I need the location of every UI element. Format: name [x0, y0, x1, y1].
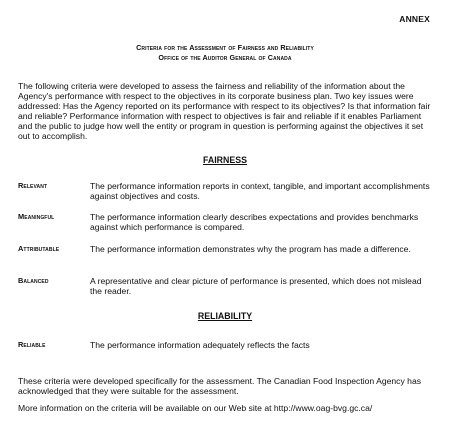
title-line-2: Office of the Auditor General of Canada	[158, 52, 292, 62]
document-title	[0, 43, 450, 62]
intro-paragraph: The following criteria were developed to assess the fairness and reliability of the information about the Agency's performance with respect to the objectives in its corporate business plan. Two key issues were addressed: Has the Agency reported on its performance with respect to its objectives? Is that information fair and reliable? Performance information with respect to objectives is fair and reliable if it enables Parliament and the public to judge how well the entity or program in question is performing against the objectives it set out to accomplish.	[18, 81, 431, 142]
criterion-description: The performance information adequately reflects the facts	[90, 340, 310, 350]
criterion-attributable	[18, 244, 432, 254]
reliability-heading: RELIABILITY	[197, 311, 253, 321]
criterion-description: The performance information clearly describes expectations and provides benchmarks against which performance is compared.	[90, 212, 419, 233]
criterion-term: Reliable	[18, 340, 46, 349]
criterion-term: Meaningful	[18, 212, 55, 221]
criterion-term: Balanced	[18, 276, 49, 285]
criterion-term: Attributable	[18, 244, 60, 253]
criterion-term: Relevant	[18, 181, 48, 190]
criterion-reliable	[18, 340, 432, 350]
footer-paragraph-1: These criteria were developed specifically for the assessment. The Canadian Food Inspection Agency has acknowledged that they were suitable for the assessment.	[18, 376, 422, 397]
criterion-balanced	[18, 276, 432, 296]
criterion-meaningful	[18, 212, 432, 232]
criterion-description: A representative and clear picture of performance is presented, which does not mislead the reader.	[90, 276, 422, 297]
title-line-1: Criteria for the Assessment of Fairness and Reliability	[136, 43, 314, 52]
criterion-description: The performance information demonstrates why the program has made a difference.	[90, 244, 411, 254]
fairness-heading: FAIRNESS	[203, 155, 247, 165]
annex-label: ANNEX	[399, 14, 430, 24]
criterion-relevant	[18, 181, 432, 201]
criterion-description: The performance information reports in context, tangible, and important accomplishments against objectives and costs.	[90, 181, 430, 202]
footer-paragraph-2: More information on the criteria will be available on our Web site at http://www.oag-bvg.gc.ca/	[18, 403, 373, 413]
